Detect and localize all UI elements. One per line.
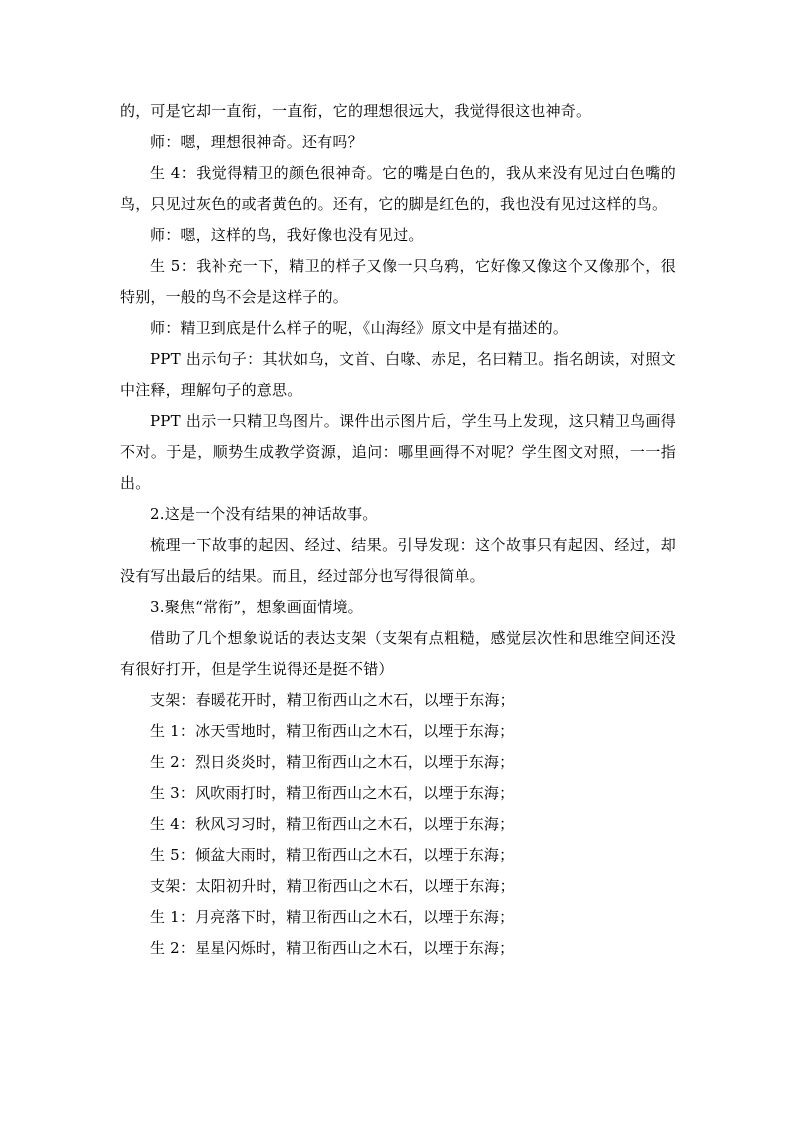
student-line: 生 1：冰天雪地时，精卫衔西山之木石，以堙于东海；: [150, 722, 515, 740]
paragraph: 梳理一下故事的起因、经过、结果。引导发现：这个故事只有起因、经过，却没有写出最后的结果。而且，经过部分也写得很简单。: [120, 536, 676, 585]
paragraph: PPT 出示一只精卫鸟图片。课件出示图片后，学生马上发现，这只精卫鸟画得不对。于是，顺势生成教学资源，追问：哪里画得不对呢？学生图文对照，一一指出。: [120, 412, 676, 492]
section-heading: 3.聚焦“常衔”，想象画面情境。: [150, 598, 363, 616]
paragraph: 借助了几个想象说话的表达支架（支架有点粗糙，感觉层次性和思维空间还没有很好打开，但是学生说得还是挺不错）: [120, 629, 676, 678]
student-line: 生 5：倾盆大雨时，精卫衔西山之木石，以堙于东海；: [150, 846, 515, 864]
paragraph: PPT 出示句子：其状如乌，文首、白喙、赤足，名曰精卫。指名朗读，对照文中注释，理解句子的意思。: [120, 350, 676, 399]
section-heading: 2.这是一个没有结果的神话故事。: [150, 505, 378, 523]
paragraph: 师：嗯，理想很神奇。还有吗？: [150, 133, 363, 151]
student-line: 生 4：秋风习习时，精卫衔西山之木石，以堙于东海；: [150, 815, 515, 833]
paragraph: 生 5：我补充一下，精卫的样子又像一只乌鸦，它好像又像这个又像那个，很特别，一般的鸟不会是这样子的。: [120, 257, 676, 306]
student-line: 生 1：月亮落下时，精卫衔西山之木石，以堙于东海；: [150, 908, 515, 926]
student-line: 生 3：风吹雨打时，精卫衔西山之木石，以堙于东海；: [150, 784, 515, 802]
paragraph: 师：精卫到底是什么样子的呢，《山海经》原文中是有描述的。: [150, 319, 569, 337]
student-line: 生 2：星星闪烁时，精卫衔西山之木石，以堙于东海；: [150, 939, 515, 957]
scaffold-line: 支架：春暖花开时，精卫衔西山之木石，以堙于东海；: [150, 691, 515, 709]
scaffold-line: 支架：太阳初升时，精卫衔西山之木石，以堙于东海；: [150, 877, 515, 895]
paragraph: 生 4：我觉得精卫的颜色很神奇。它的嘴是白色的，我从来没有见过白色嘴的鸟，只见过灰色的或者黄色的。还有，它的脚是红色的，我也没有见过这样的鸟。: [120, 164, 676, 213]
document-body: [120, 96, 676, 964]
student-line: 生 2：烈日炎炎时，精卫衔西山之木石，以堙于东海；: [150, 753, 515, 771]
paragraph: 师：嗯，这样的鸟，我好像也没有见过。: [150, 226, 424, 244]
paragraph: 的，可是它却一直衔，一直衔，它的理想很远大，我觉得很这也神奇。: [120, 102, 592, 120]
